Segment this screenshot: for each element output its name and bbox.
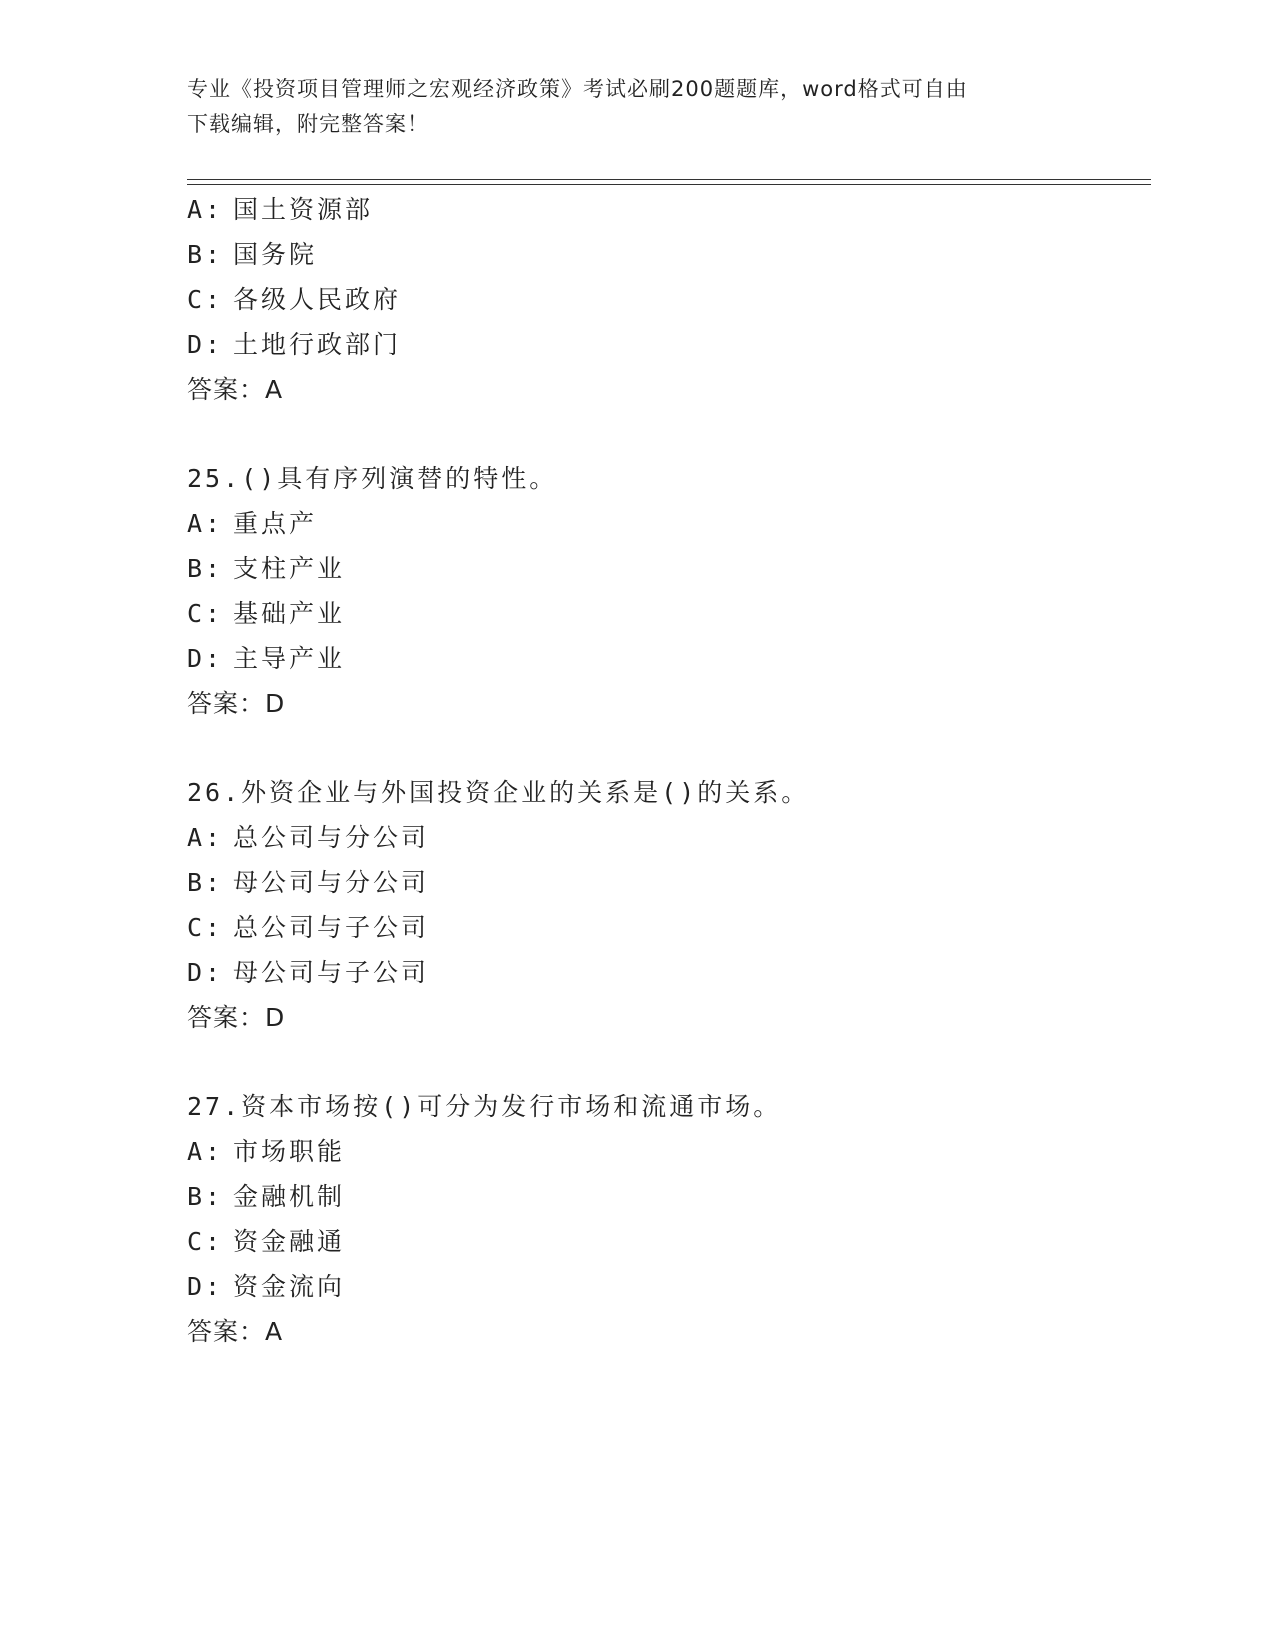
option-text: 总公司与子公司 (233, 913, 430, 942)
option-label: C: (187, 1227, 224, 1256)
option-label: D: (187, 644, 224, 673)
option-text: 母公司与子公司 (233, 958, 430, 987)
option-text: 国务院 (233, 240, 318, 269)
option-d (187, 329, 401, 361)
answer-line: 答案：A (187, 1317, 284, 1346)
option-label: D: (187, 330, 224, 359)
option-label: C: (187, 913, 224, 942)
option-label: A: (187, 1137, 224, 1166)
option-a (187, 822, 429, 854)
option-label: A: (187, 823, 224, 852)
option-label: D: (187, 958, 224, 987)
option-b (187, 867, 429, 899)
option-c (187, 598, 345, 630)
option-text: 资金流向 (233, 1272, 346, 1301)
option-text: 支柱产业 (233, 554, 346, 583)
option-a (187, 508, 317, 540)
option-c (187, 1226, 345, 1258)
option-d (187, 643, 345, 675)
option-text: 重点产 (233, 509, 318, 538)
option-b (187, 1181, 345, 1213)
answer-line: 答案：D (187, 1003, 286, 1032)
question-stem: 26.外资企业与外国投资企业的关系是()的关系。 (187, 778, 810, 807)
option-c (187, 284, 401, 316)
option-text: 基础产业 (233, 599, 346, 628)
option-text: 主导产业 (233, 644, 346, 673)
option-label: B: (187, 1182, 224, 1211)
option-text: 总公司与分公司 (233, 823, 430, 852)
option-d (187, 1271, 345, 1303)
option-text: 国土资源部 (233, 195, 374, 224)
document-header (187, 72, 1067, 142)
option-b (187, 553, 345, 585)
header-divider-top (187, 179, 1151, 180)
option-label: B: (187, 868, 224, 897)
answer-line: 答案：D (187, 689, 286, 718)
header-line-1: 专业《投资项目管理师之宏观经济政策》考试必刷200题题库，word格式可自由 (187, 77, 968, 101)
option-label: C: (187, 285, 224, 314)
option-text: 市场职能 (233, 1137, 346, 1166)
option-text: 金融机制 (233, 1182, 346, 1211)
option-label: B: (187, 240, 224, 269)
option-text: 资金融通 (233, 1227, 346, 1256)
option-a (187, 194, 373, 226)
option-d (187, 957, 429, 989)
option-label: A: (187, 195, 224, 224)
option-label: A: (187, 509, 224, 538)
option-text: 各级人民政府 (233, 285, 402, 314)
question-stem: 27.资本市场按()可分为发行市场和流通市场。 (187, 1092, 782, 1121)
question-stem: 25.()具有序列演替的特性。 (187, 464, 558, 493)
option-c (187, 912, 429, 944)
header-line-2: 下载编辑，附完整答案！ (187, 112, 429, 136)
option-label: B: (187, 554, 224, 583)
option-text: 土地行政部门 (233, 330, 402, 359)
option-a (187, 1136, 345, 1168)
option-b (187, 239, 317, 271)
answer-line: 答案：A (187, 375, 284, 404)
header-divider-bottom (187, 184, 1151, 185)
option-text: 母公司与分公司 (233, 868, 430, 897)
option-label: C: (187, 599, 224, 628)
option-label: D: (187, 1272, 224, 1301)
